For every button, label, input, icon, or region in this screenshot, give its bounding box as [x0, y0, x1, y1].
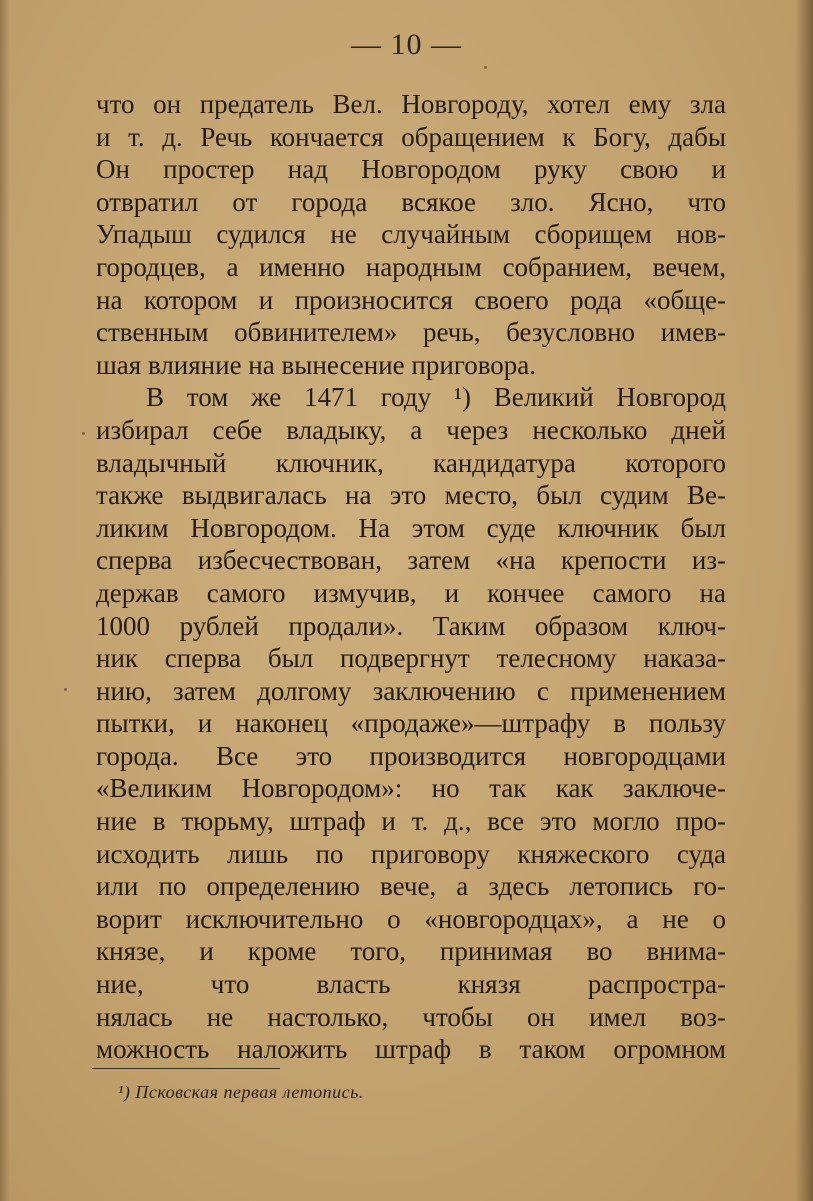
paragraph-first-line: В том же 1471 году ¹) Великий Новгород — [146, 382, 726, 413]
text-line: что он предатель Вел. Новгороду, хотел ему зла — [96, 89, 726, 119]
text-line: Он простер над Новгородом руку свою и — [96, 154, 726, 185]
text-line: держав самого измучив, и кончее самого на — [96, 577, 726, 608]
text-line: или по определению вече, а здесь летопись го- — [96, 871, 726, 902]
text-line: и т. д. Речь кончается обращением к Богу, дабы — [96, 121, 726, 152]
text-line: нию, затем долгому заключению с применением — [96, 675, 726, 706]
text-line: владычный ключник, кандидатура которого — [96, 447, 726, 478]
text-line: нялась не настолько, чтобы он имел воз- — [96, 1001, 726, 1032]
paper-speck — [484, 66, 487, 69]
footnote: ¹) Псковская первая летопись. — [118, 1082, 364, 1102]
text-line: 1000 рублей продали». Таким образом ключ- — [96, 610, 726, 641]
text-line: ликим Новгородом. На этом суде ключник был — [96, 512, 726, 543]
text-line: пытки, и наконец «продаже»—штрафу в пользу — [96, 708, 726, 739]
paper-speck — [64, 688, 67, 691]
text-line: можность наложить штраф в таком огромном — [96, 1034, 726, 1065]
text-line: князе, и кроме того, принимая во внима- — [96, 936, 726, 967]
text-line: ворит исключительно о «новгородцах», а не о — [96, 903, 726, 934]
text-line: Упадыш судился не случайным сборищем нов- — [96, 219, 726, 250]
text-line: на котором и произносится своего рода «обще- — [96, 284, 726, 315]
text-line: города. Все это производится новгородцами — [96, 740, 726, 771]
text-line: отвратил от города всякое зло. Ясно, что — [96, 186, 726, 217]
text-line: избирал себе владыку, а через несколько дней — [96, 414, 726, 445]
text-line: сперва избесчествован, затем «на крепости из- — [96, 545, 726, 576]
text-line: ник сперва был подвергнут телесному наказа- — [96, 643, 726, 674]
paragraph-last-line: шая влияние на вынесение приговора. — [96, 349, 537, 380]
page-edge-shadow-left — [0, 0, 10, 1201]
footnote-divider — [92, 1068, 280, 1069]
page-number: — 10 — — [351, 28, 462, 61]
body-text — [96, 88, 726, 1066]
text-line: исходить лишь по приговору княжеского суда — [96, 838, 726, 869]
text-line: ние в тюрьму, штраф и т. д., все это могло про- — [96, 806, 726, 837]
text-line: ственным обвинителем» речь, безусловно имев- — [96, 317, 726, 348]
text-line: ние, что власть князя распростра- — [96, 969, 726, 1000]
text-line: также выдвигалась на это место, был судим Ве- — [96, 480, 726, 511]
page-edge-shadow-right — [795, 0, 813, 1201]
text-line: городцев, а именно народным собранием, вечем, — [96, 251, 726, 282]
text-line: «Великим Новгородом»: но так как заключе- — [96, 773, 726, 804]
paper-speck — [82, 432, 85, 435]
